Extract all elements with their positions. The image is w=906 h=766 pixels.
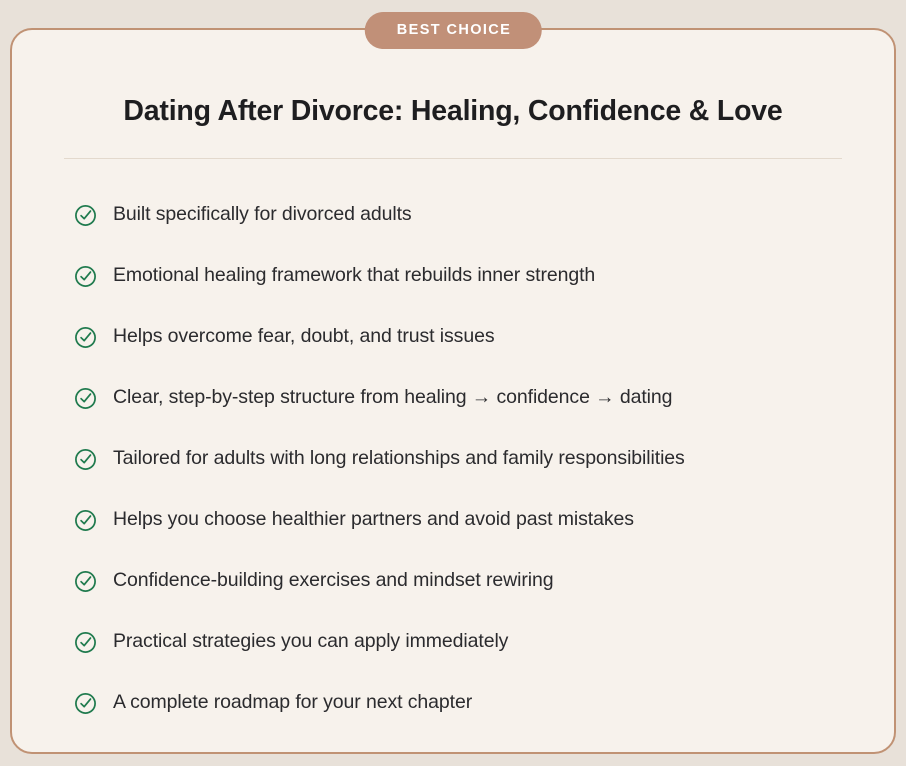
page-title: Dating After Divorce: Healing, Confidence & Love xyxy=(123,95,783,127)
feature-label: Tailored for adults with long relationships and family responsibilities xyxy=(113,447,685,470)
check-circle-icon xyxy=(74,570,97,593)
feature-label: Emotional healing framework that rebuilds inner strength xyxy=(113,264,596,287)
list-item xyxy=(74,673,850,734)
list-item xyxy=(74,612,850,673)
list-item xyxy=(74,368,850,429)
check-circle-icon xyxy=(74,692,97,715)
best-choice-card xyxy=(10,22,896,754)
feature-label: Helps overcome fear, doubt, and trust issues xyxy=(113,325,495,348)
check-circle-icon xyxy=(74,204,97,227)
check-circle-icon xyxy=(74,448,97,471)
feature-label: Confidence-building exercises and mindset rewiring xyxy=(113,569,554,592)
check-circle-icon xyxy=(74,326,97,349)
check-circle-icon xyxy=(74,509,97,532)
list-item xyxy=(74,307,850,368)
feature-label: Helps you choose healthier partners and avoid past mistakes xyxy=(113,508,634,531)
feature-label: Built specifically for divorced adults xyxy=(113,203,412,226)
list-item xyxy=(74,246,850,307)
feature-label: Practical strategies you can apply immediately xyxy=(113,630,509,653)
list-item xyxy=(74,429,850,490)
check-circle-icon xyxy=(74,631,97,654)
list-item xyxy=(74,185,850,246)
list-item xyxy=(74,551,850,612)
list-item xyxy=(74,490,850,551)
check-circle-icon xyxy=(74,387,97,410)
feature-list xyxy=(56,159,850,734)
status-badge: BEST CHOICE xyxy=(365,12,542,49)
check-circle-icon xyxy=(74,265,97,288)
feature-label: Clear, step-by-step structure from healing → confidence → dating xyxy=(113,386,673,409)
feature-label: A complete roadmap for your next chapter xyxy=(113,691,473,714)
